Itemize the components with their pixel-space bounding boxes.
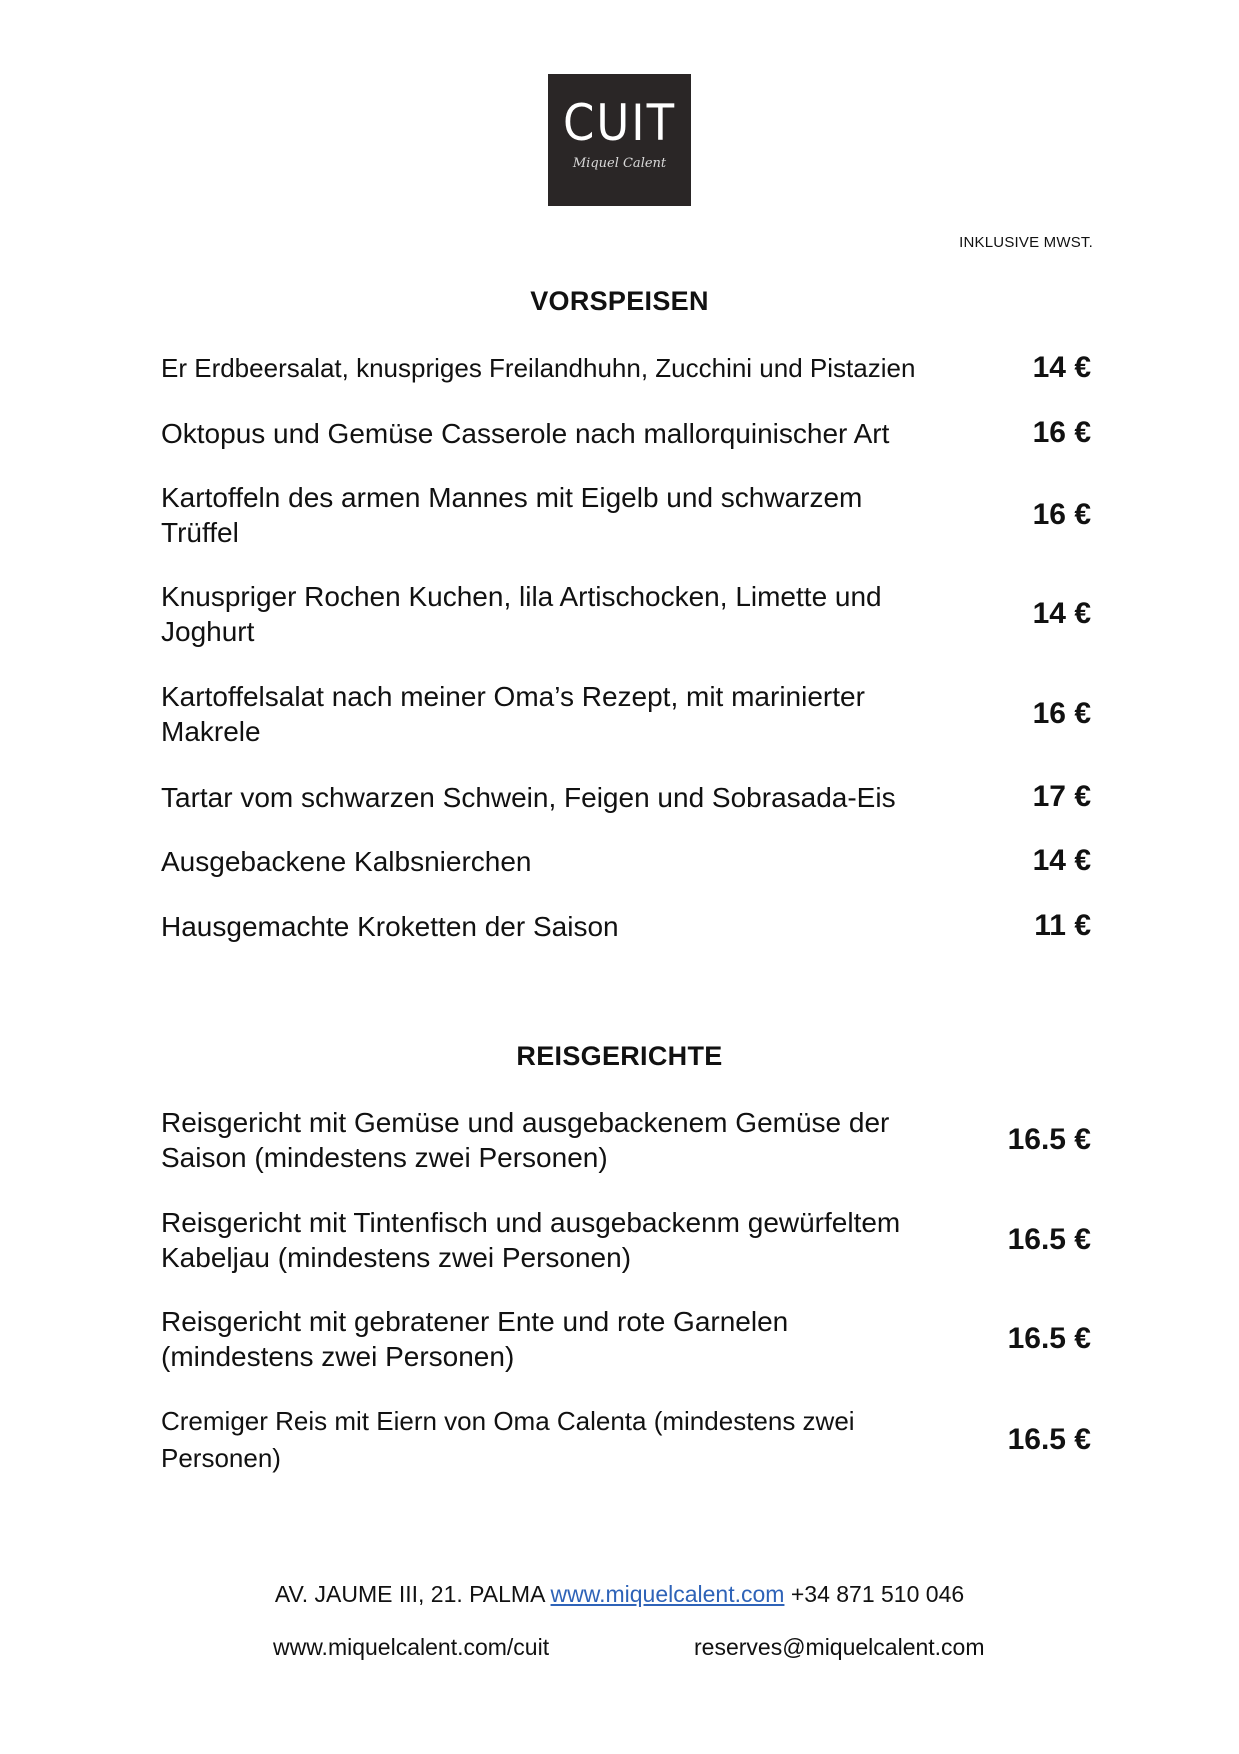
menu-item-name: Cremiger Reis mit Eiern von Oma Calenta (mindestens zwei Personen): [161, 1406, 855, 1473]
menu-item-name: Reisgericht mit Gemüse und ausgebackenem Gemüse der Saison (mindestens zwei Personen): [161, 1107, 890, 1173]
menu-item-price: 16.5 €: [1007, 1123, 1091, 1156]
menu-item: [161, 479, 1091, 551]
menu-item-price: 16 €: [1032, 498, 1091, 531]
menu-item-price: 16 €: [1032, 697, 1091, 730]
menu-item-price: 17 €: [1032, 780, 1091, 813]
menu-item-price: 14 €: [1032, 844, 1091, 877]
menu-item-name: Hausgemachte Kroketten der Saison: [161, 910, 619, 942]
menu-item-price: 14 €: [1032, 351, 1091, 384]
menu-item-price: 11 €: [1034, 909, 1091, 942]
menu-item-price: 14 €: [1032, 597, 1091, 630]
footer-email: reserves@miquelcalent.com: [694, 1634, 985, 1660]
menu-item-name: Oktopus und Gemüse Casserole nach mallorquinischer Art: [161, 417, 890, 449]
restaurant-logo: [548, 74, 691, 206]
menu-item-price: 16 €: [1032, 416, 1091, 449]
menu-item-name: Kartoffelsalat nach meiner Oma’s Rezept, mit marinierter Makrele: [161, 681, 865, 747]
menu-item-name: Ausgebackene Kalbsnierchen: [161, 845, 532, 877]
menu-item: [161, 841, 1091, 881]
menu-item: [161, 1303, 1091, 1375]
footer-contact-line: [0, 1581, 1239, 1608]
menu-item: [161, 413, 1091, 453]
menu-item-price: 16.5 €: [1007, 1322, 1091, 1355]
menu-item: [161, 348, 1091, 388]
menu-item-name: Knuspriger Rochen Kuchen, lila Artischocken, Limette und Joghurt: [161, 581, 882, 647]
vat-note: INKLUSIVE MWST.: [959, 234, 1093, 251]
section-title-vorspeisen: VORSPEISEN: [530, 286, 709, 316]
menu-item: [161, 906, 1091, 946]
logo-signature: Miquel Calent: [572, 156, 667, 171]
menu-item: [161, 678, 1091, 750]
logo-wordmark: CUIT: [562, 94, 677, 152]
menu-item-name: Kartoffeln des armen Mannes mit Eigelb und schwarzem Trüffel: [161, 482, 863, 548]
footer-web-path: www.miquelcalent.com/cuit: [273, 1634, 550, 1660]
menu-item-name: Tartar vom schwarzen Schwein, Feigen und Sobrasada-Eis: [161, 781, 896, 813]
menu-item: [161, 1403, 1091, 1477]
menu-item-name: Er Erdbeersalat, knuspriges Freilandhuhn, Zucchini und Pistazien: [161, 352, 916, 383]
menu-item: [161, 578, 1091, 650]
footer-phone: +34 871 510 046: [790, 1581, 965, 1607]
menu-item-name: Reisgericht mit gebratener Ente und rote Garnelen (mindestens zwei Personen): [161, 1306, 789, 1372]
footer-address: AV. JAUME III, 21. PALMA: [274, 1581, 545, 1607]
menu-item: [161, 1204, 1091, 1276]
menu-item-name: Reisgericht mit Tintenfisch und ausgebackenm gewürfeltem Kabeljau (mindestens zwei Personen): [161, 1207, 901, 1273]
menu-item: [161, 1104, 1091, 1176]
menu-item: [161, 777, 1091, 817]
menu-item-price: 16.5 €: [1007, 1223, 1091, 1256]
footer-website-link[interactable]: www.miquelcalent.com: [550, 1581, 785, 1607]
section-title-reisgerichte: REISGERICHTE: [516, 1041, 723, 1071]
menu-item-price: 16.5 €: [1007, 1423, 1091, 1456]
